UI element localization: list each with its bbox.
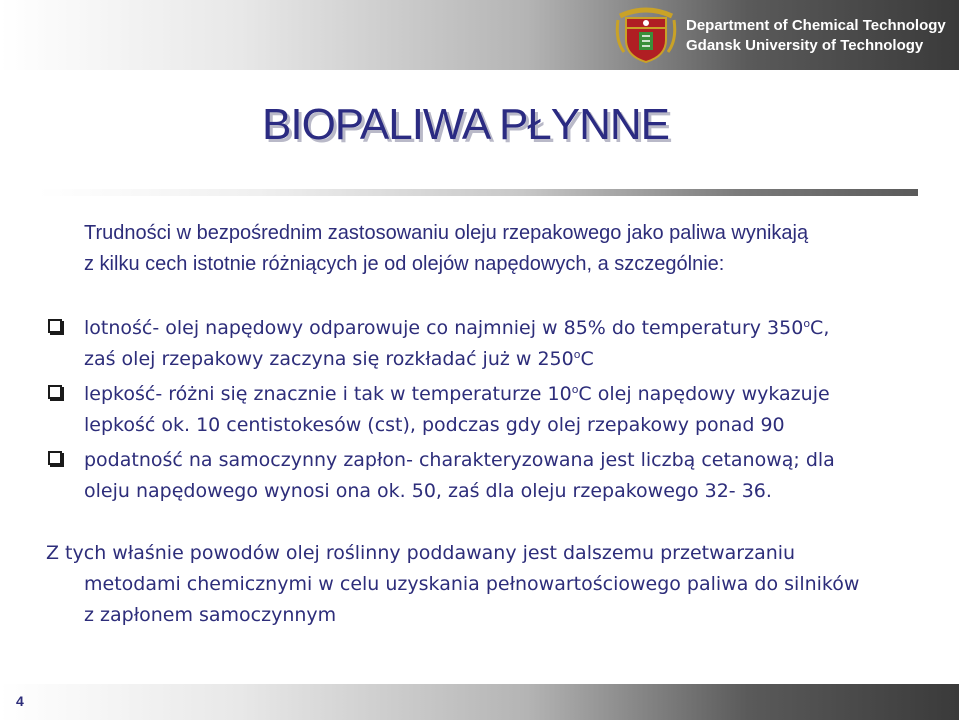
department-line-1: Department of Chemical Technology bbox=[686, 17, 946, 34]
bullet-viscosity bbox=[84, 379, 944, 441]
square-bullet-icon bbox=[48, 319, 62, 333]
bullet-ignition bbox=[84, 445, 944, 507]
bullet-line: lepkość ok. 10 centistokesów (cst), podczas gdy olej rzepakowy ponad 90 bbox=[84, 414, 785, 436]
conclusion-paragraph bbox=[46, 538, 946, 631]
bullet-line: lepkość- różni się znacznie i tak w temperaturze 10$^o$C olej napędowy wykazuje bbox=[84, 383, 830, 405]
bullet-line: podatność na samoczynny zapłon- charakteryzowana jest liczbą cetanową; dla bbox=[84, 449, 835, 471]
footer-bar bbox=[0, 684, 959, 720]
intro-paragraph bbox=[84, 218, 959, 280]
university-crest-icon bbox=[612, 6, 680, 64]
bullet-volatility bbox=[84, 313, 944, 375]
conclusion-line-3: z zapłonem samoczynnym bbox=[84, 604, 337, 626]
page-number: 4 bbox=[16, 693, 24, 709]
square-bullet-icon bbox=[48, 451, 62, 465]
conclusion-line-2: metodami chemicznymi w celu uzyskania pełnowartościowego paliwa do silników bbox=[84, 573, 860, 595]
title-divider bbox=[38, 189, 918, 196]
conclusion-line-1: Z tych właśnie powodów olej roślinny poddawany jest dalszemu przetwarzaniu bbox=[46, 542, 796, 564]
department-name bbox=[686, 16, 946, 56]
bullet-line: zaś olej rzepakowy zaczyna się rozkładać już w 250$^o$C bbox=[84, 348, 594, 370]
department-line-2: Gdansk University of Technology bbox=[686, 37, 924, 54]
intro-line-2: z kilku cech istotnie różniących je od olejów napędowych, a szczególnie: bbox=[84, 253, 725, 275]
slide-title: BIOPALIWA PŁYNNE bbox=[262, 100, 670, 149]
intro-line-1: Trudności w bezpośrednim zastosowaniu oleju rzepakowego jako paliwa wynikają bbox=[84, 222, 809, 244]
bullet-line: oleju napędowego wynosi ona ok. 50, zaś dla oleju rzepakowego 32- 36. bbox=[84, 480, 772, 502]
bullet-line: lotność- olej napędowy odparowuje co najmniej w 85% do temperatury 350$^o$C, bbox=[84, 317, 830, 339]
square-bullet-icon bbox=[48, 385, 62, 399]
